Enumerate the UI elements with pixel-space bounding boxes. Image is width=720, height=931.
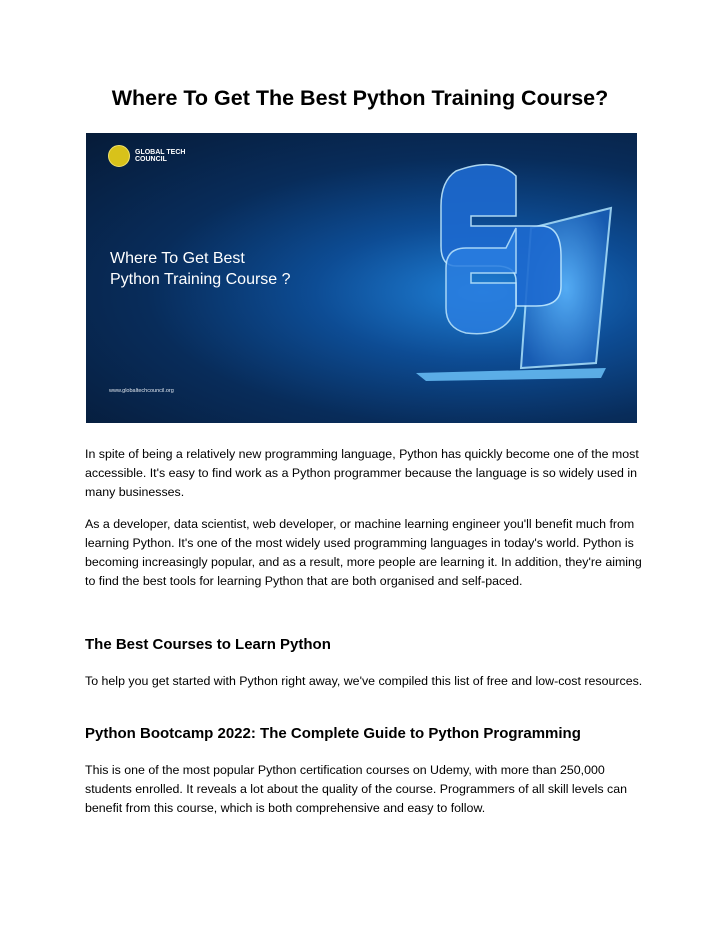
section-heading-python-bootcamp: Python Bootcamp 2022: The Complete Guide to Python Programming: [85, 725, 581, 742]
global-tech-council-logo: [108, 145, 185, 167]
logo-line2: COUNCIL: [135, 156, 167, 163]
page-title: Where To Get The Best Python Training Course?: [111, 86, 609, 110]
banner-image: [86, 133, 637, 423]
banner-url: www.globaltechcouncil.org: [109, 388, 174, 394]
benefits-paragraph: As a developer, data scientist, web developer, or machine learning engineer you'll benefit much from learning Python. It's one of the most widely used programming languages in today's world. Python is becoming increasingly popular, and as a result, more people are learning it. In addition, they're aiming to find the best tools for learning Python that are both organised and self-paced.: [85, 517, 642, 588]
intro-paragraph: In spite of being a relatively new programming language, Python has quickly become one of the most accessible. It's easy to find work as a Python programmer because the language is so widely used in many businesses.: [85, 447, 639, 499]
seal-icon: [108, 145, 130, 167]
section-text-python-bootcamp: This is one of the most popular Python certification courses on Udemy, with more than 250,000 students enrolled. It reveals a lot about the quality of the course. Programmers of all skill levels can benefit from this course, which is both comprehensive and easy to follow.: [85, 763, 628, 815]
logo-line1: GLOBAL TECH: [135, 149, 186, 156]
laptop-base-icon: [416, 368, 606, 381]
python-laptop-illustration: [356, 153, 626, 393]
banner-heading-line1: Where To Get Best: [110, 250, 245, 267]
section-text-best-courses: To help you get started with Python right away, we've compiled this list of free and low-cost resources.: [85, 674, 643, 688]
banner-heading: [110, 248, 291, 290]
banner-heading-line2: Python Training Course ?: [110, 271, 291, 288]
section-heading-best-courses: The Best Courses to Learn Python: [85, 636, 331, 653]
